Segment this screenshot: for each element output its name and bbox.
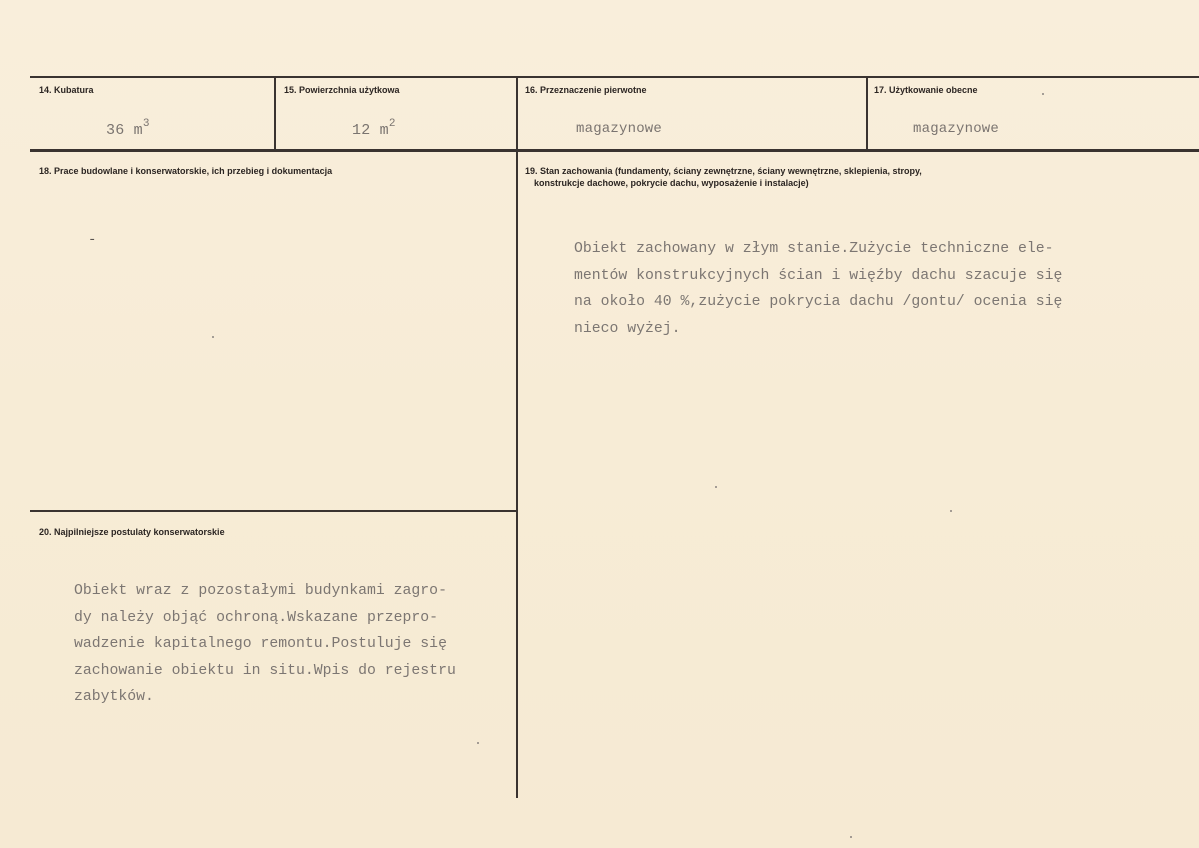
field-20-line-4: zachowanie obiektu in situ.Wpis do rejestru: [74, 662, 456, 679]
paper-speck: [477, 742, 479, 744]
paper-speck: [715, 486, 717, 488]
field-15-number: 12 m: [352, 122, 389, 139]
field-19-line-2: mentów konstrukcyjnych ścian i więźby dachu szacuje się: [574, 267, 1063, 284]
field-14-value: [106, 118, 150, 139]
col-divider-2: [516, 77, 518, 798]
col-divider-1: [274, 77, 276, 150]
paper-speck: [212, 336, 214, 338]
field-15-value: [352, 118, 396, 139]
field-20-line-3: wadzenie kapitalnego remontu.Postuluje się: [74, 636, 447, 652]
field-14-label: 14. Kubatura: [39, 85, 94, 95]
field-17-label: 17. Użytkowanie obecne: [874, 85, 978, 95]
field-20-label: 20. Najpilniejsze postulaty konserwatorskie: [39, 527, 225, 537]
field-20-line-2: dy należy objąć ochroną.Wskazane przepro-: [74, 609, 439, 626]
field-18-label: 18. Prace budowlane i konserwatorskie, ich przebieg i dokumentacja: [39, 166, 333, 176]
field-17-value: magazynowe: [913, 121, 1000, 137]
field-16-value: magazynowe: [576, 121, 663, 137]
field-14-number: 36 m: [106, 122, 143, 139]
row-divider-1: [30, 149, 1199, 152]
field-19-line-3: na około 40 %,zużycie pokrycia dachu /gontu/ ocenia się: [574, 294, 1063, 310]
field-20-line-5: zabytków.: [74, 689, 154, 705]
field-19-line-1: Obiekt zachowany w złym stanie.Zużycie techniczne ele-: [574, 241, 1054, 257]
field-19-text: [574, 236, 1062, 342]
field-14-exponent: 3: [142, 118, 150, 130]
paper-speck: [1042, 93, 1044, 95]
top-rule: [30, 76, 1199, 78]
col-divider-3: [866, 77, 868, 150]
field-15-exponent: 2: [388, 118, 396, 130]
paper-speck: [850, 836, 852, 838]
paper-speck: [950, 510, 952, 512]
field-19-label-line2: konstrukcje dachowe, pokrycie dachu, wyposażenie i instalacje): [534, 178, 809, 188]
field-20-text: [74, 578, 456, 711]
field-18-value: -: [88, 232, 97, 248]
field-16-label: 16. Przeznaczenie pierwotne: [525, 85, 647, 95]
field-15-label: 15. Powierzchnia użytkowa: [284, 85, 400, 95]
field-19-line-4: nieco wyżej.: [574, 320, 681, 337]
field-19-label-line1: 19. Stan zachowania (fundamenty, ściany zewnętrzne, ściany wewnętrzne, sklepienia, stropy,: [525, 166, 922, 176]
row-divider-2: [30, 510, 516, 512]
field-20-line-1: Obiekt wraz z pozostałymi budynkami zagro-: [74, 583, 447, 599]
